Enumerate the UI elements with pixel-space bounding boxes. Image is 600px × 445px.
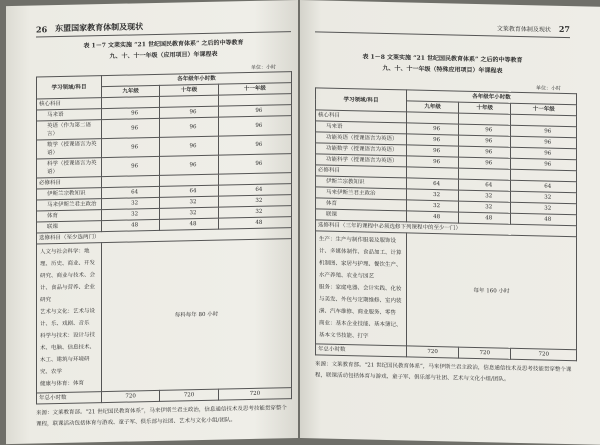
left-elective-item: 健康与体育：体育 <box>40 380 85 388</box>
hours-cell: 96 <box>407 156 459 168</box>
hours-cell: 96 <box>218 105 291 118</box>
right-unit: 单位：小时 <box>536 85 562 92</box>
subject-name: 马来语 <box>316 121 407 134</box>
left-title-line2: 九、十、十一年级（应用项目）年课程表 <box>109 50 218 60</box>
left-total-label: 年总小时数 <box>37 392 102 404</box>
hours-cell: 96 <box>407 123 459 135</box>
hours-cell: 32 <box>511 191 577 203</box>
left-grade-10: 十年级 <box>160 84 218 96</box>
subject-name: 伊斯兰宗教知识 <box>37 188 102 200</box>
hours-cell: 64 <box>160 185 218 197</box>
right-col-group: 各年级年小时数 <box>407 90 577 105</box>
right-col-subject: 学习领域/科目 <box>316 88 407 112</box>
left-running-head: 东盟国家教育体制及现状 <box>55 21 144 34</box>
subject-name: 数学（授课语言为英语） <box>37 139 102 159</box>
hours-cell: 64 <box>218 184 291 197</box>
left-elective-header: 选修科目（至少选两门） <box>37 228 292 244</box>
hours-cell: 96 <box>407 145 459 157</box>
left-page-number: 26 <box>36 23 48 34</box>
subject-name: 体育 <box>316 198 407 211</box>
right-elective-hours: 每年 160 小时 <box>407 233 577 350</box>
right-elective-list <box>316 231 407 346</box>
left-grade-11: 十一年级 <box>218 83 291 96</box>
hours-cell: 96 <box>511 147 577 159</box>
hours-cell: 96 <box>459 146 511 158</box>
section-label: 核心科目 <box>37 98 102 110</box>
hours-cell: 32 <box>218 195 291 208</box>
hours-cell: 96 <box>459 124 511 136</box>
section-label: 必修科目 <box>316 165 407 178</box>
hours-cell: 32 <box>511 202 577 214</box>
hours-cell: 48 <box>407 211 459 223</box>
hours-cell: 32 <box>102 208 160 220</box>
right-elective-item: 生产：生产与制作服装及服饰设计、多媒体制作、食品加工、计算机制图、家居与护理、餐饮生产、水产养殖、农业与园艺 <box>319 236 402 280</box>
right-total-11: 720 <box>511 348 577 360</box>
left-curriculum-table <box>36 71 292 404</box>
hours-cell: 96 <box>102 118 160 138</box>
hours-cell: 32 <box>407 189 459 201</box>
left-title-line1: 表 1－7 文莱实施 “21 世纪国民教育体系” 之后的中等教育 <box>83 39 244 50</box>
hours-cell: 32 <box>407 200 459 212</box>
subject-name: 功能数学（授课语言为英语） <box>316 143 407 156</box>
subject-name: 马来伊斯兰君主政治 <box>37 199 102 211</box>
right-running-head: 文莱教育体制及现状 <box>496 24 551 34</box>
right-grade-9: 九年级 <box>407 101 459 113</box>
hours-cell: 96 <box>459 135 511 147</box>
section-label: 必修科目 <box>37 177 102 189</box>
left-source-note: 来源：文莱教育部。“21 世纪国民教育体系”，马来伊斯兰君主政治，信息通信技术及思考技能贯穿整个课程，联课活动包括体育与游戏、童子军、俱乐部与社团、艺术与文化小组/团队。 <box>36 405 287 428</box>
hours-cell: 96 <box>102 107 160 119</box>
hours-cell: 96 <box>218 135 291 156</box>
hours-cell: 64 <box>102 186 160 198</box>
left-col-group: 各年级年小时数 <box>102 72 292 87</box>
hours-cell: 32 <box>459 201 511 213</box>
hours-cell: 96 <box>511 136 577 148</box>
left-table-title <box>36 36 291 63</box>
subject-name: 马来伊斯兰君主政治 <box>316 187 407 200</box>
right-total-label: 年总小时数 <box>316 344 407 357</box>
right-source-note: 来源：文莱教育部。“21 世纪国民教育体系”，马来伊斯兰君主政治，信息通信技术及思考技能贯穿整个课程，联课活动包括体育与游戏、童子军、俱乐部与社团、艺术与文化小组/团队。 <box>315 361 572 383</box>
subject-name: 功能英语（授课语言为英语） <box>316 132 407 145</box>
subject-name: 体育 <box>37 210 102 222</box>
hours-cell: 96 <box>160 117 218 137</box>
right-curriculum-table <box>315 87 577 361</box>
right-title-line2: 九、十、十一年级（特殊应用项目）年课程表 <box>382 64 503 75</box>
right-title-line1: 表 1－8 文莱实施 “21 世纪国民教育体系” 之后的中等教育 <box>362 53 523 65</box>
hours-cell: 64 <box>407 178 459 190</box>
hours-cell: 48 <box>511 213 577 225</box>
hours-cell: 32 <box>160 207 218 219</box>
right-grade-11: 十一年级 <box>511 103 577 115</box>
subject-name: 英语（作为第二语言） <box>37 120 102 140</box>
left-elective-list <box>37 243 102 393</box>
left-elective-item: 艺术与文化：艺术与设计、乐、戏剧、音乐 <box>40 308 96 328</box>
left-total-10: 720 <box>160 389 218 401</box>
right-table-title <box>315 50 570 78</box>
hours-cell: 32 <box>459 190 511 202</box>
hours-cell: 96 <box>511 158 577 170</box>
hours-cell: 96 <box>218 154 291 175</box>
subject-name: 功能科学（授课语言为英语） <box>316 154 407 167</box>
hours-cell: 64 <box>511 180 577 192</box>
right-page-number: 27 <box>558 23 570 35</box>
hours-cell: 96 <box>160 155 218 175</box>
hours-cell: 32 <box>218 206 291 219</box>
hours-cell: 32 <box>102 197 160 209</box>
section-label: 核心科目 <box>316 110 407 123</box>
left-grade-9: 九年级 <box>102 85 160 97</box>
left-elective-item: 人文与社会科学：地理、历史、商业、开发研究、商业与技术、会计、食品与营养、企业研究 <box>40 248 96 304</box>
left-unit: 单位：小时 <box>251 64 277 71</box>
hours-cell: 96 <box>218 116 291 137</box>
hours-cell: 64 <box>459 179 511 191</box>
right-total-10: 720 <box>459 347 511 359</box>
right-elective-item: 商业：基本企业技能、基本簿记、基本文书技能、打字 <box>319 320 402 340</box>
subject-name: 马来语 <box>37 109 102 121</box>
left-total-11: 720 <box>218 388 291 401</box>
hours-cell: 48 <box>459 212 511 224</box>
right-elective-item: 服务：家庭电器、会计实践、化妆与美发、外包与定期维修、室内装潢、汽车维修、商业服务、零售 <box>319 284 402 317</box>
hours-cell: 96 <box>160 106 218 118</box>
left-col-subject: 学习领域/科目 <box>37 76 102 99</box>
left-elective-hours: 每科每年 80 小时 <box>102 239 292 392</box>
hours-cell: 96 <box>102 137 160 157</box>
hours-cell: 96 <box>511 125 577 137</box>
left-elective-item: 科学与技术：设计与技术、电脑、信息技术、木工、建筑与环境研究、农学 <box>40 332 96 376</box>
left-total-9: 720 <box>102 390 160 402</box>
right-header <box>497 22 570 34</box>
hours-cell: 48 <box>218 217 291 230</box>
hours-cell: 96 <box>407 134 459 146</box>
subject-name: 联课 <box>316 209 407 222</box>
hours-cell: 48 <box>102 219 160 231</box>
right-page <box>300 0 600 445</box>
hours-cell: 96 <box>160 136 218 156</box>
hours-cell: 96 <box>459 157 511 169</box>
subject-name: 联课 <box>37 221 102 233</box>
left-page <box>6 0 298 444</box>
right-grade-10: 十年级 <box>459 102 511 114</box>
subject-name: 伊斯兰宗教知识 <box>316 176 407 189</box>
hours-cell: 96 <box>102 156 160 176</box>
right-total-9: 720 <box>407 346 459 358</box>
subject-name: 科学（授课语言为英语） <box>37 158 102 178</box>
right-elective-header: 选修科目（三年的课程中必须选修下列课程中的至少一门） <box>316 220 577 237</box>
hours-cell: 48 <box>160 218 218 230</box>
hours-cell: 32 <box>160 196 218 208</box>
left-header <box>36 21 143 34</box>
